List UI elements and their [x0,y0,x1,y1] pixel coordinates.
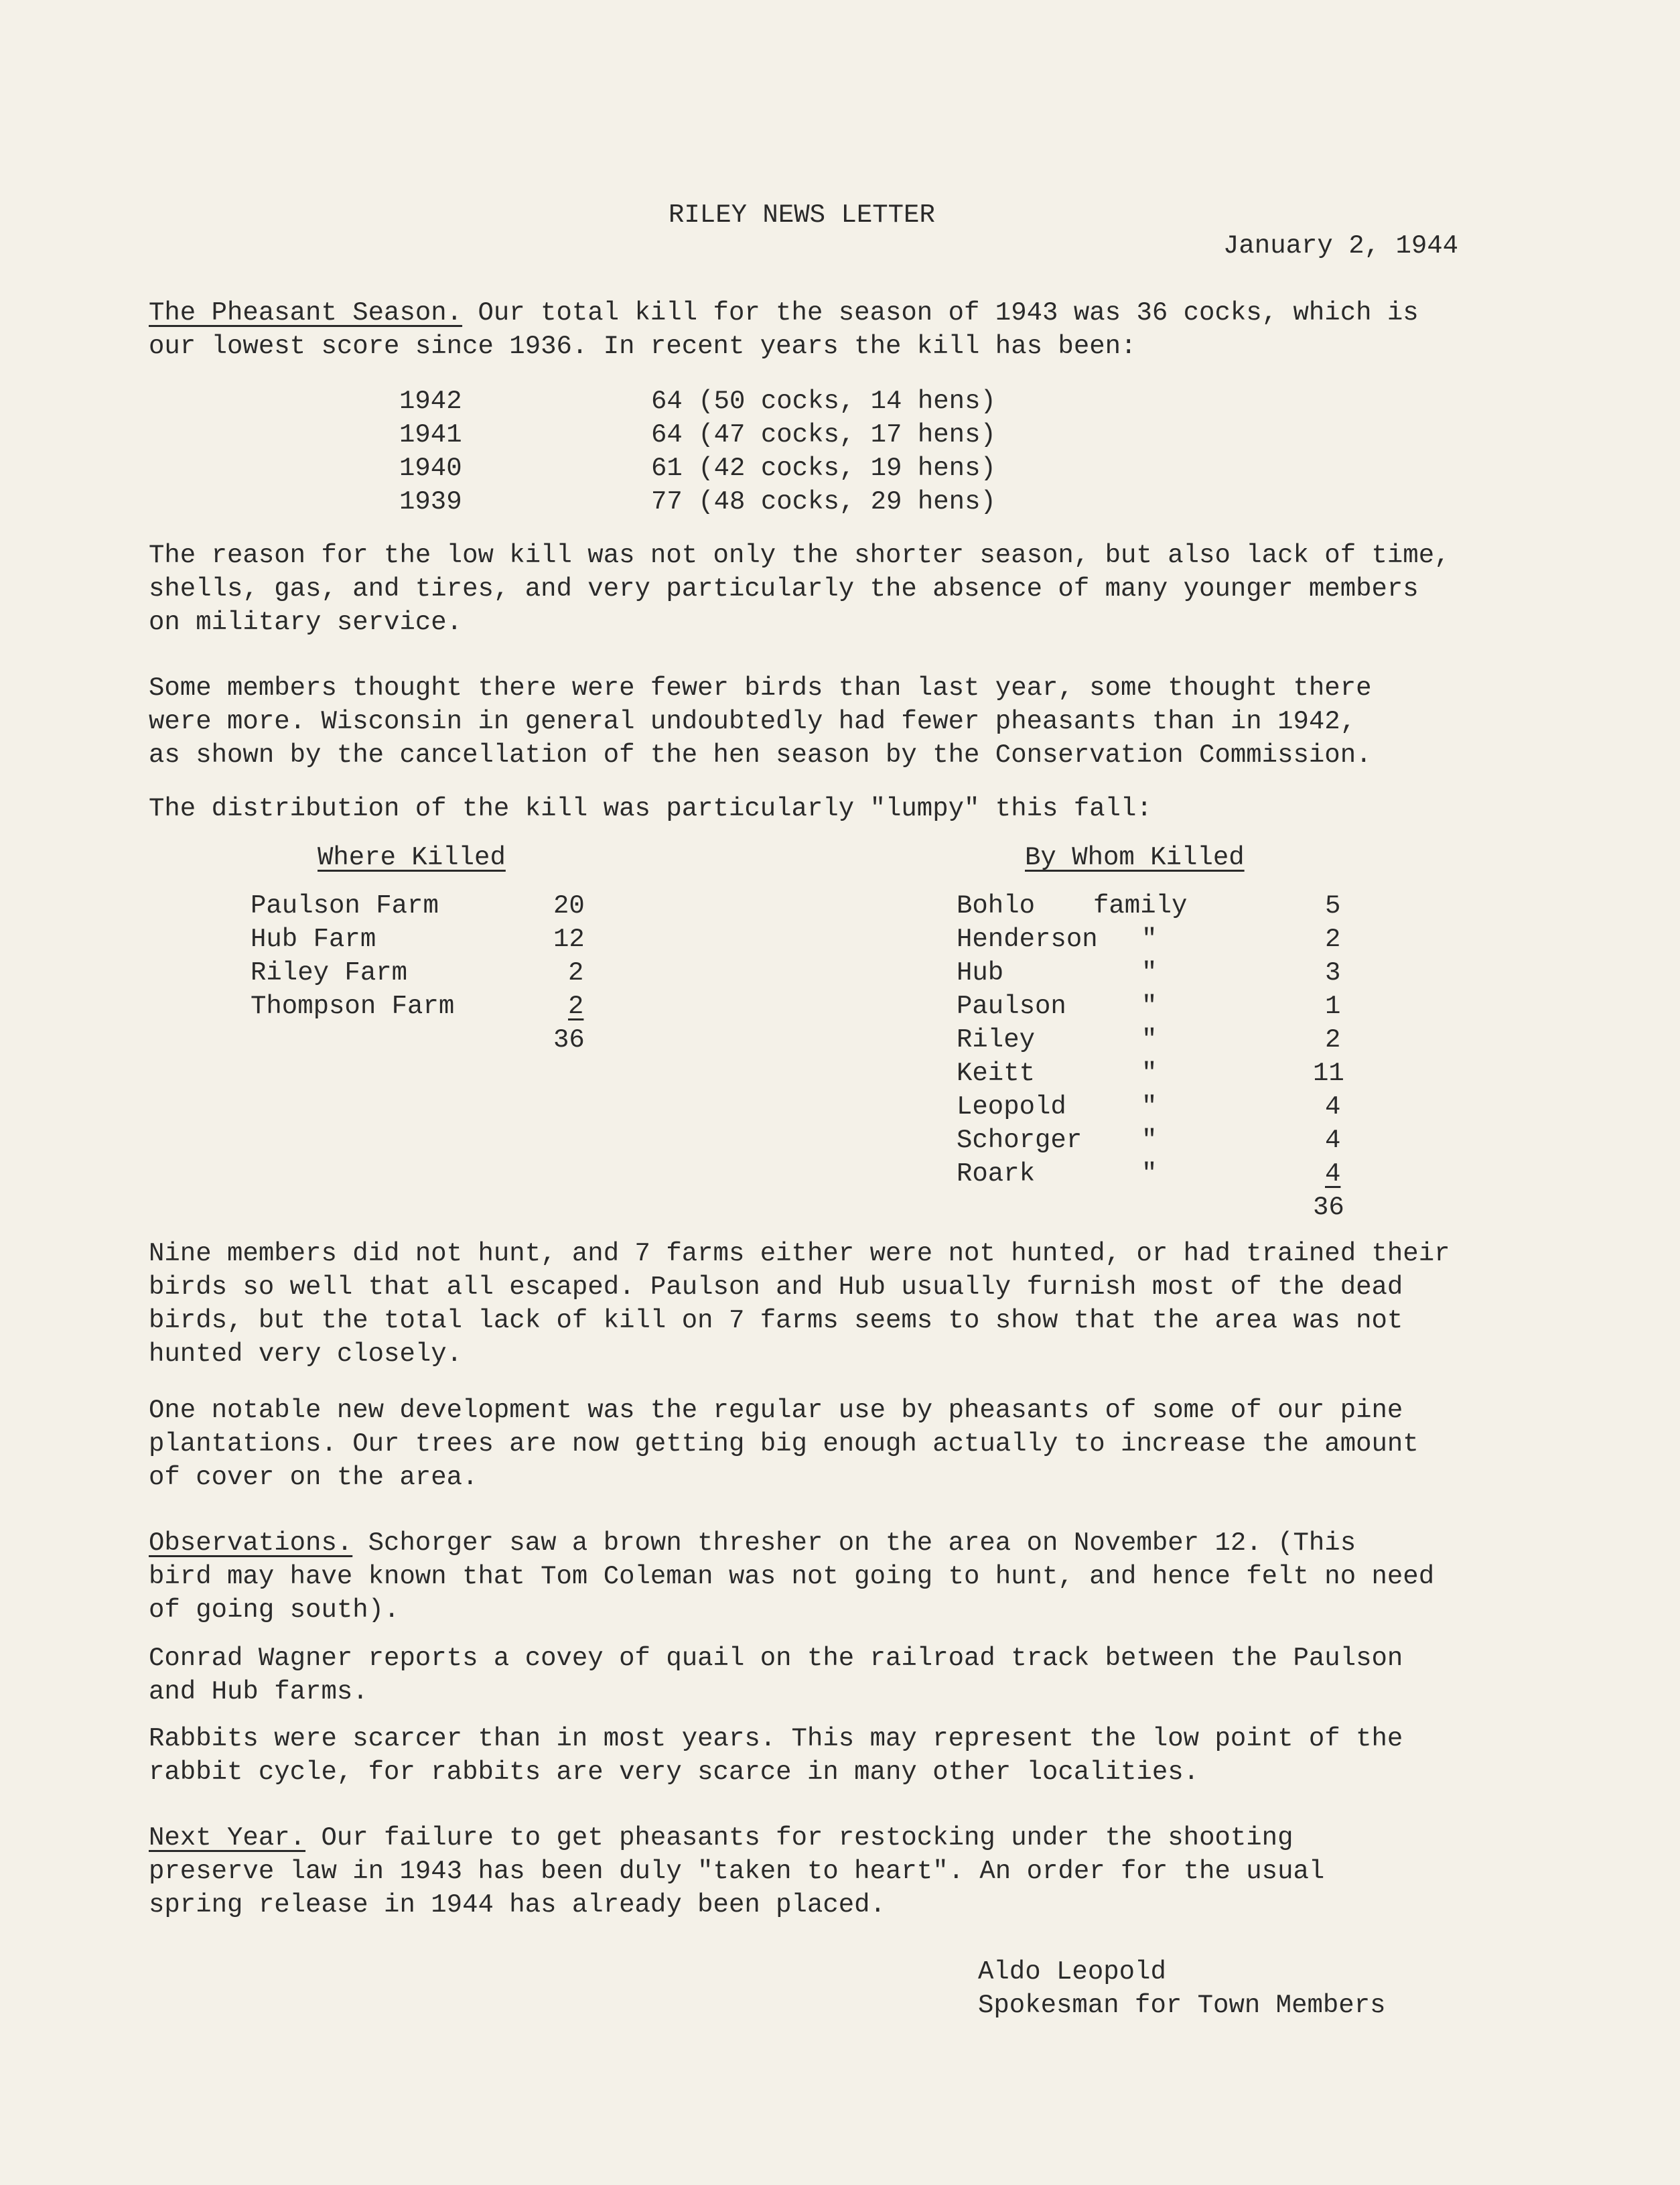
where-count: 2 [568,958,584,988]
whom-name: Paulson [957,992,1066,1021]
observations-text: Schorger saw a brown thresher on the area on November 12. (This [352,1528,1356,1558]
newsletter-date: January 2, 1944 [1223,231,1459,261]
where-killed-table [251,841,599,1057]
text-line: bird may have known that Tom Coleman was not going to hunt, and hence felt no need [149,1562,1435,1591]
next-year-paragraph [149,1821,1562,1922]
where-row [251,923,599,956]
whom-row [957,923,1425,956]
whom-name: Keitt [957,1059,1036,1088]
text-line: of cover on the area. [149,1463,478,1492]
where-count: 2 [568,992,584,1021]
where-place: Thompson Farm [251,992,455,1021]
text-line: Rabbits were scarcer than in most years. This may represent the low point of the [149,1724,1403,1753]
reason-paragraph [149,539,1562,639]
text-line: birds so well that all escaped. Paulson and Hub usually furnish most of the dead [149,1272,1403,1302]
text-line: were more. Wisconsin in general undoubtedly had fewer pheasants than in 1942, [149,707,1356,736]
text-line: One notable new development was the regular use by pheasants of some of our pine [149,1396,1403,1425]
whom-count: 4 [1325,1126,1341,1155]
whom-name: Hub [957,958,1004,988]
quail-paragraph [149,1642,1562,1709]
whom-name: Bohlo [957,891,1036,921]
whom-name: Riley [957,1025,1036,1055]
text-line: preserve law in 1943 has been duly "taken to heart". An order for the usual [149,1857,1325,1886]
pine-paragraph [149,1394,1562,1494]
whom-group: " [1141,1059,1158,1088]
where-count: 20 [553,891,585,921]
text-line: hunted very closely. [149,1339,463,1369]
signature-name: Aldo Leopold [978,1957,1166,1987]
text-line: Nine members did not hunt, and 7 farms either were not hunted, or had trained their [149,1239,1450,1268]
history-row [399,385,1069,418]
whom-name: Henderson [957,925,1098,954]
history-row [399,418,1069,452]
birds-paragraph [149,671,1562,772]
whom-count: 11 [1313,1059,1344,1088]
whom-group: " [1141,925,1158,954]
whom-name: Roark [957,1159,1036,1189]
where-place: Riley Farm [251,958,408,988]
whom-name: Leopold [957,1092,1066,1122]
whom-row [957,956,1425,990]
where-count: 12 [553,925,585,954]
whom-count: 5 [1325,891,1341,921]
whom-row [957,1057,1425,1090]
rabbit-paragraph [149,1722,1562,1789]
text-line: plantations. Our trees are now getting big enough actually to increase the amount [149,1429,1419,1459]
where-total: 36 [553,1025,585,1055]
whom-row [957,1124,1425,1157]
where-row [251,990,599,1023]
history-year: 1941 [399,420,462,450]
by-whom-heading: By Whom Killed [1025,843,1245,872]
where-killed-heading: Where Killed [318,843,506,872]
history-kill: 61 (42 cocks, 19 hens) [651,454,996,483]
whom-group: " [1141,1092,1158,1122]
whom-count: 4 [1325,1159,1341,1189]
history-kill: 77 (48 cocks, 29 hens) [651,487,996,517]
pheasant-heading: The Pheasant Season. [149,298,463,328]
whom-row [957,1090,1425,1124]
history-year: 1942 [399,387,462,416]
text-line: and Hub farms. [149,1677,368,1707]
newsletter-title: RILEY NEWS LETTER [669,200,935,230]
text-line: Conrad Wagner reports a covey of quail on the railroad track between the Paulson [149,1644,1403,1673]
whom-group: " [1141,992,1158,1021]
text-line: birds, but the total lack of kill on 7 farms seems to show that the area was not [149,1306,1403,1335]
history-row [399,452,1069,485]
history-kill: 64 (47 cocks, 17 hens) [651,420,996,450]
distribution-line: The distribution of the kill was particularly "lumpy" this fall: [149,794,1152,823]
whom-row [957,1157,1425,1191]
text-line: on military service. [149,608,463,637]
text-line: shells, gas, and tires, and very particularly the absence of many younger members [149,574,1419,604]
hunt-paragraph [149,1237,1562,1371]
pheasant-intro [149,296,1562,363]
whom-count: 4 [1325,1092,1341,1122]
whom-total: 36 [1313,1193,1344,1222]
whom-row [957,889,1425,923]
history-kill: 64 (50 cocks, 14 hens) [651,387,996,416]
next-year-text: Our failure to get pheasants for restocking under the shooting [305,1823,1293,1853]
whom-row [957,990,1425,1023]
text-line: as shown by the cancellation of the hen season by the Conservation Commission. [149,740,1372,770]
whom-group: " [1141,1025,1158,1055]
whom-group: family [1093,891,1188,921]
whom-count: 2 [1325,925,1341,954]
signature-role: Spokesman for Town Members [978,1991,1386,2020]
pheasant-intro-text: Our total kill for the season of 1943 was 36 cocks, which is [462,298,1419,328]
whom-group: " [1141,958,1158,988]
history-year: 1940 [399,454,462,483]
pheasant-intro-line2: our lowest score since 1936. In recent years the kill has been: [149,332,1137,361]
whom-group: " [1141,1159,1158,1189]
text-line: Some members thought there were fewer birds than last year, some thought there [149,673,1372,703]
whom-name: Schorger [957,1126,1082,1155]
text-line: of going south). [149,1595,400,1625]
text-line: rabbit cycle, for rabbits are very scarce in many other localities. [149,1758,1200,1787]
whom-count: 2 [1325,1025,1341,1055]
where-row [251,889,599,923]
whom-total-row [957,1191,1425,1224]
text-line: spring release in 1944 has already been placed. [149,1890,886,1920]
history-row [399,485,1069,519]
text-line: The reason for the low kill was not only the shorter season, but also lack of time, [149,541,1450,570]
where-place: Hub Farm [251,925,376,954]
whom-row [957,1023,1425,1057]
where-place: Paulson Farm [251,891,439,921]
observations-paragraph [149,1526,1562,1627]
whom-count: 3 [1325,958,1341,988]
where-row [251,956,599,990]
whom-count: 1 [1325,992,1341,1021]
history-year: 1939 [399,487,462,517]
whom-group: " [1141,1126,1158,1155]
next-year-heading: Next Year. [149,1823,306,1853]
where-total-row [251,1023,599,1057]
by-whom-table [957,841,1425,1224]
kill-history-table [399,385,1069,519]
observations-heading: Observations. [149,1528,353,1558]
